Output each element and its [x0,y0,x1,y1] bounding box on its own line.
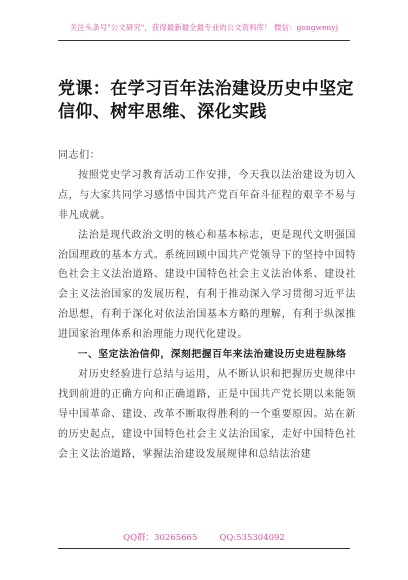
paragraph-intro: 按照党史学习教育活动工作安排，今天我以法治建设为切入点，与大家共同学习感悟中国共产党百年奋斗征程的艰辛不易与非凡成就。 [58,169,356,221]
document-title: 党课：在学习百年法治建设历史中坚定信仰、树牢思维、深化实践 [58,79,354,122]
section-heading: 一、坚定法治信仰，深刻把握百年来法治建设历史进程脉络 [77,349,347,361]
paragraph-section-one: 对历史经验进行总结与运用，从不断认识和把握历史规律中找到前进的正确方向和正确道路，正是中国共产党长期以来能领导中国革命、建设、改革不断取得胜利的一个重要原因。站在新的历史起点，建设中国特色社会主义法治国家，走好中国特色社会主义法治道路，掌握法治建设发展规律和总结法治建 [58,368,356,460]
salutation: 同志们： [58,150,101,161]
header-banner: 关注头条号"公文研究"，获得最新最全最专业的公文资料库！ 微信：gongwenyj [69,23,339,32]
document-body [58,146,356,465]
footer-qq: QQ:535304092 [219,533,285,543]
paragraph-rule-of-law: 法治是现代政治文明的核心和基本标志，更是现代文明强国治国理政的基本方式。系统回顾中国共产党领导下的坚持中国特色社会主义法治道路、建设中国特色社会主义法治体系、建设社会主义法治国家的发展历程，有利于推动深入学习贯彻习近平法治思想，有利于深化对依法治国基本方略的理解，有利于纵深推进国家治理体系和治理能力现代化建设。 [58,229,356,341]
footer-divider [58,548,350,549]
header-divider [58,40,350,41]
footer-contacts [0,531,408,543]
footer-qq-group: QQ群：30265665 [123,533,198,543]
